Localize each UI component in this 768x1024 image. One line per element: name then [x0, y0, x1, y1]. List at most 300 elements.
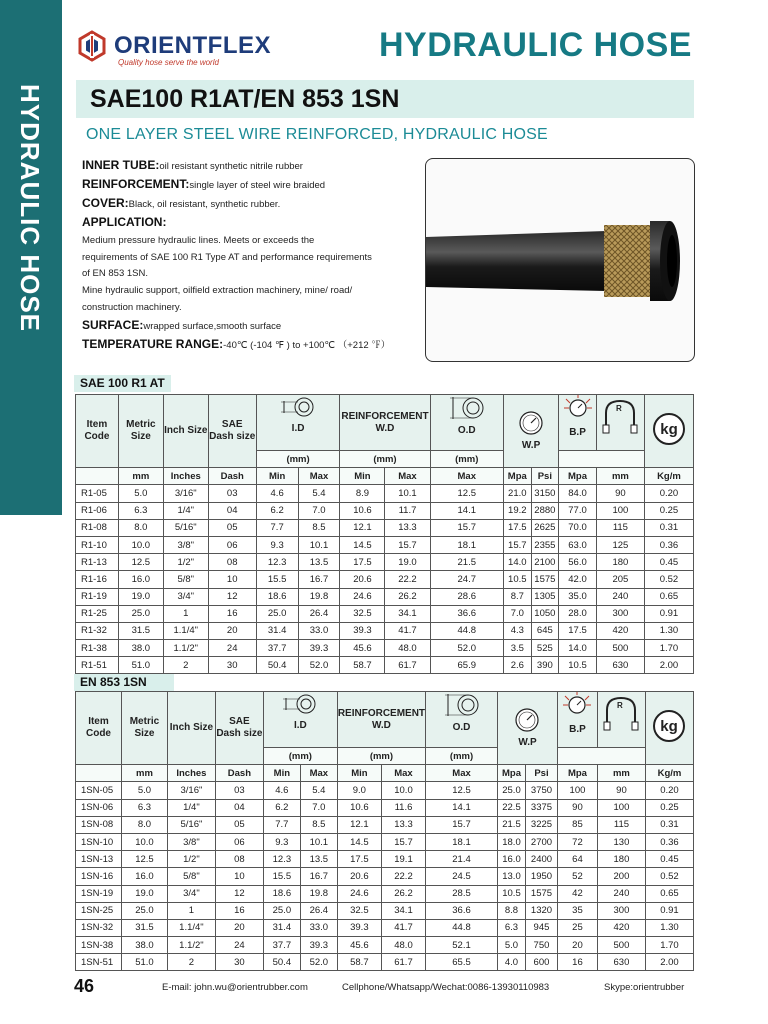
table-cell: 16.7: [298, 571, 340, 588]
inner-tube-value: oil resistant synthetic nitrile rubber: [159, 161, 303, 172]
table-cell: 0.45: [645, 851, 693, 868]
burst-gauge-icon: [562, 395, 594, 423]
table-cell: 15.7: [426, 816, 498, 833]
id-label: I.D: [293, 720, 307, 731]
bp-label: B.P: [569, 427, 586, 438]
table-cell: 10.5: [559, 657, 597, 674]
table-cell: 1575: [525, 885, 557, 902]
cover-value: Black, oil resistant, synthetic rubber.: [128, 198, 281, 210]
table-cell: 44.8: [430, 622, 504, 639]
table-cell: R1-16: [76, 571, 119, 588]
table-cell: 3/8": [163, 536, 208, 553]
table-cell: 15.7: [385, 536, 430, 553]
table-row: [76, 554, 694, 571]
table-cell: 39.3: [298, 640, 340, 657]
table-cell: 420: [596, 622, 644, 639]
unit-label: Kg/m: [644, 468, 693, 485]
table-cell: 1305: [531, 588, 559, 605]
surface-label: SURFACE:: [82, 318, 144, 333]
page-number: 46: [74, 976, 95, 996]
table-cell: 10.1: [298, 536, 340, 553]
table-cell: 630: [596, 657, 644, 674]
table-cell: 25: [557, 919, 597, 936]
blank-cell: [76, 468, 119, 485]
table-cell: 41.7: [385, 622, 430, 639]
table-cell: 9.3: [263, 833, 300, 850]
table-cell: 12: [215, 885, 263, 902]
table-cell: 64: [557, 851, 597, 868]
brand-name: ORIENTFLEX: [114, 32, 272, 59]
table-cell: 1.30: [645, 919, 693, 936]
table-cell: 115: [597, 816, 645, 833]
table-cell: R1-05: [76, 485, 119, 502]
table-cell: 4.6: [263, 782, 300, 799]
table-cell: 24.6: [340, 588, 385, 605]
header-weight: [645, 692, 693, 765]
temperature-label: TEMPERATURE RANGE:: [82, 337, 224, 352]
table-cell: 10.1: [300, 833, 337, 850]
table-row: [76, 937, 694, 954]
unit-label: Max: [426, 765, 498, 782]
table-cell: 35: [557, 902, 597, 919]
table-cell: 1050: [531, 605, 559, 622]
table-cell: 48.0: [381, 937, 425, 954]
inner-diameter-icon: [280, 692, 320, 716]
table-cell: 645: [531, 622, 559, 639]
table-cell: 2100: [531, 554, 559, 571]
product-description: [82, 157, 412, 355]
table-cell: 05: [208, 519, 256, 536]
table-cell: 24: [208, 640, 256, 657]
table-cell: 50.4: [263, 954, 300, 971]
table-cell: 05: [215, 816, 263, 833]
temperature-value: -40℃ (-104 ℉ ) to +100℃ （+212 ℉）: [223, 340, 391, 352]
table-cell: 22.5: [498, 799, 526, 816]
table-cell: 500: [597, 937, 645, 954]
unit-label: Max: [430, 468, 504, 485]
table-cell: 630: [597, 954, 645, 971]
table-cell: 1SN-19: [76, 885, 122, 902]
table-cell: 26.4: [298, 605, 340, 622]
table-cell: 2.6: [504, 657, 532, 674]
table-cell: 125: [596, 536, 644, 553]
table-cell: 0.20: [644, 485, 693, 502]
bend-radius-icon: [598, 395, 642, 435]
pressure-gauge-icon: [514, 707, 540, 733]
unit-mm: (mm): [340, 451, 430, 468]
weight-icon: [651, 708, 687, 744]
table-cell: 31.4: [263, 919, 300, 936]
table-cell: 33.0: [298, 622, 340, 639]
spec-table-sae: [75, 394, 694, 674]
table-cell: 65.9: [430, 657, 504, 674]
table-cell: 12.3: [256, 554, 298, 571]
table-row: [76, 605, 694, 622]
table-cell: 14.5: [337, 833, 381, 850]
table-cell: 14.0: [504, 554, 532, 571]
unit-label: Max: [300, 765, 337, 782]
unit-label: Max: [381, 765, 425, 782]
table-cell: 19.2: [504, 502, 532, 519]
table-cell: 115: [596, 519, 644, 536]
table-cell: 17.5: [559, 622, 597, 639]
table-cell: 38.0: [121, 937, 167, 954]
table-row: [76, 902, 694, 919]
unit-label: Mpa: [559, 468, 597, 485]
table-cell: 35.0: [559, 588, 597, 605]
table-cell: 0.31: [644, 519, 693, 536]
inner-diameter-icon: [278, 395, 318, 419]
table-cell: 1/4": [163, 502, 208, 519]
table-cell: 19.8: [298, 588, 340, 605]
table-cell: 90: [597, 782, 645, 799]
table-cell: 36.6: [430, 605, 504, 622]
unit-mm: (mm): [256, 451, 340, 468]
table-cell: 100: [597, 799, 645, 816]
weight-icon-label: kg: [660, 421, 678, 439]
table-cell: 25.0: [256, 605, 298, 622]
table-cell: 19.8: [300, 885, 337, 902]
table-cell: 51.0: [118, 657, 163, 674]
table-cell: 21.5: [498, 816, 526, 833]
table-cell: 20.6: [337, 868, 381, 885]
table-cell: 2.00: [644, 657, 693, 674]
table-cell: 0.91: [644, 605, 693, 622]
table-cell: 17.5: [504, 519, 532, 536]
table-cell: 3150: [531, 485, 559, 502]
table-cell: 7.7: [256, 519, 298, 536]
table-cell: 31.5: [121, 919, 167, 936]
product-title: SAE100 R1AT/EN 853 1SN: [90, 85, 400, 113]
table-cell: 8.7: [504, 588, 532, 605]
od-label: O.D: [452, 722, 471, 733]
table-cell: 1/2": [167, 851, 215, 868]
radius-label: R: [617, 701, 624, 710]
outer-diameter-icon: [442, 692, 482, 718]
table-cell: R1-51: [76, 657, 119, 674]
table-cell: 32.5: [337, 902, 381, 919]
table-cell: 20: [557, 937, 597, 954]
table-cell: 6.3: [118, 502, 163, 519]
section-label-sae: SAE 100 R1 AT: [74, 375, 171, 392]
header-reinforcement: REINFORCEMENT W.D: [337, 692, 425, 748]
wp-label: W.P: [521, 440, 541, 452]
table-cell: 12.5: [118, 554, 163, 571]
table-cell: R1-06: [76, 502, 119, 519]
header-item-code: Item Code: [76, 692, 122, 765]
header-item-code: Item Code: [76, 395, 119, 468]
table-cell: 1SN-25: [76, 902, 122, 919]
table-cell: 22.2: [385, 571, 430, 588]
table-cell: 3/16": [167, 782, 215, 799]
table-cell: 1950: [525, 868, 557, 885]
reinforcement-label: REINFORCEMENT:: [82, 176, 190, 191]
table-cell: 13.3: [385, 519, 430, 536]
table-cell: 10.6: [340, 502, 385, 519]
table-cell: 14.1: [426, 799, 498, 816]
unit-label: mm: [118, 468, 163, 485]
table-cell: 4.6: [256, 485, 298, 502]
table-cell: 50.4: [256, 657, 298, 674]
table-cell: 5.4: [298, 485, 340, 502]
table-cell: 240: [597, 885, 645, 902]
table-cell: 14.1: [430, 502, 504, 519]
surface-value: wrapped surface,smooth surface: [143, 321, 282, 333]
table-cell: 61.7: [381, 954, 425, 971]
table-row: [76, 851, 694, 868]
table-cell: 18.6: [256, 588, 298, 605]
burst-gauge-icon: [561, 692, 593, 720]
table-cell: 12.5: [430, 485, 504, 502]
table-cell: 420: [597, 919, 645, 936]
table-cell: 2625: [531, 519, 559, 536]
table-cell: 18.6: [263, 885, 300, 902]
table-cell: 1SN-32: [76, 919, 122, 936]
table-cell: 6.2: [256, 502, 298, 519]
application-line: Mine hydraulic support, oilfield extraction machinery, mine/ road/: [82, 285, 353, 297]
table-cell: 14.0: [559, 640, 597, 657]
footer-email: E-mail: john.wu@orientrubber.com: [162, 982, 308, 993]
table-cell: 25.0: [121, 902, 167, 919]
table-cell: 45.6: [337, 937, 381, 954]
sidebar-band: [0, 0, 62, 515]
table-cell: 90: [596, 485, 644, 502]
bend-radius-icon: [599, 692, 643, 732]
wp-label: W.P: [518, 737, 537, 749]
unit-label: Dash: [208, 468, 256, 485]
table-cell: 525: [531, 640, 559, 657]
table-cell: 20.6: [340, 571, 385, 588]
table-cell: 44.8: [426, 919, 498, 936]
table-cell: 300: [596, 605, 644, 622]
header-inch-size: Inch Size: [163, 395, 208, 468]
application-line: construction machinery.: [82, 302, 182, 314]
table-row: [76, 640, 694, 657]
table-cell: 13.5: [298, 554, 340, 571]
unit-mm: (mm): [337, 748, 425, 765]
table-cell: 37.7: [263, 937, 300, 954]
table-cell: 1.1/2": [163, 640, 208, 657]
table-cell: 1SN-13: [76, 851, 122, 868]
table-cell: 21.4: [426, 851, 498, 868]
table-cell: 6.3: [498, 919, 526, 936]
unit-label: Inches: [167, 765, 215, 782]
header-sae-dash: SAE Dash size: [208, 395, 256, 468]
table-row: [76, 868, 694, 885]
table-cell: 12.5: [426, 782, 498, 799]
header-bp: [559, 395, 597, 451]
table-cell: 06: [208, 536, 256, 553]
header-metric-size: Metric Size: [121, 692, 167, 765]
unit-label: Mpa: [557, 765, 597, 782]
table-cell: 34.1: [381, 902, 425, 919]
table-row: [76, 485, 694, 502]
table-cell: 03: [215, 782, 263, 799]
table-cell: 2.00: [645, 954, 693, 971]
table-cell: R1-08: [76, 519, 119, 536]
table-cell: 0.52: [644, 571, 693, 588]
table-cell: 0.25: [645, 799, 693, 816]
table-cell: 21.5: [430, 554, 504, 571]
table-cell: 16.0: [121, 868, 167, 885]
table-cell: 18.1: [430, 536, 504, 553]
orientflex-logo-icon: [76, 30, 108, 62]
table-cell: 2700: [525, 833, 557, 850]
table-cell: 08: [215, 851, 263, 868]
table-cell: 0.91: [645, 902, 693, 919]
table-cell: 1SN-38: [76, 937, 122, 954]
table-cell: 16.0: [498, 851, 526, 868]
table-cell: 12: [208, 588, 256, 605]
table-cell: 750: [525, 937, 557, 954]
table-cell: 0.65: [644, 588, 693, 605]
table-cell: 52.1: [426, 937, 498, 954]
table-cell: 13.3: [381, 816, 425, 833]
table-cell: 52.0: [430, 640, 504, 657]
table-cell: 2880: [531, 502, 559, 519]
header-bend-radius: [596, 395, 644, 451]
table-cell: 5.4: [300, 782, 337, 799]
table-row: [76, 885, 694, 902]
table-cell: 8.5: [300, 816, 337, 833]
table-cell: 9.0: [337, 782, 381, 799]
od-label: O.D: [457, 425, 476, 436]
pressure-gauge-icon: [518, 410, 544, 436]
table-cell: 180: [596, 554, 644, 571]
table-cell: 1SN-05: [76, 782, 122, 799]
table-cell: 10.1: [385, 485, 430, 502]
table-cell: 2400: [525, 851, 557, 868]
header-od: [430, 395, 504, 451]
table-cell: 0.45: [644, 554, 693, 571]
table-row: [76, 782, 694, 799]
unit-label: Mpa: [498, 765, 526, 782]
table-cell: 3/4": [163, 588, 208, 605]
table-cell: 31.5: [118, 622, 163, 639]
table-cell: 1SN-06: [76, 799, 122, 816]
table-cell: 5/8": [163, 571, 208, 588]
unit-mm: (mm): [263, 748, 337, 765]
table-row: [76, 622, 694, 639]
table-cell: 240: [596, 588, 644, 605]
table-cell: 18.1: [426, 833, 498, 850]
table-cell: 2: [163, 657, 208, 674]
table-cell: 10.0: [381, 782, 425, 799]
table-cell: 20: [215, 919, 263, 936]
table-cell: 3375: [525, 799, 557, 816]
table-cell: 19.0: [118, 588, 163, 605]
table-cell: 45.6: [340, 640, 385, 657]
application-label: APPLICATION:: [82, 214, 167, 229]
table-cell: 36.6: [426, 902, 498, 919]
table-cell: 90: [557, 799, 597, 816]
table-cell: 48.0: [385, 640, 430, 657]
table-cell: 0.36: [645, 833, 693, 850]
table-cell: 3/4": [167, 885, 215, 902]
table-row: [76, 816, 694, 833]
cover-label: COVER:: [82, 195, 129, 210]
table-cell: 600: [525, 954, 557, 971]
table-row: [76, 536, 694, 553]
table-cell: 33.0: [300, 919, 337, 936]
table-cell: 39.3: [300, 937, 337, 954]
brand-logo: [76, 28, 286, 72]
table-cell: 8.0: [121, 816, 167, 833]
blank-cell: [76, 765, 122, 782]
table-cell: 1/4": [167, 799, 215, 816]
header-metric-size: Metric Size: [118, 395, 163, 468]
table-cell: 16.7: [300, 868, 337, 885]
table-cell: 3225: [525, 816, 557, 833]
table-cell: 1SN-10: [76, 833, 122, 850]
table-cell: 17.5: [340, 554, 385, 571]
table-cell: R1-38: [76, 640, 119, 657]
table-cell: 8.9: [340, 485, 385, 502]
application-line: of EN 853 1SN.: [82, 268, 149, 280]
reinforcement-value: single layer of steel wire braided: [189, 179, 326, 191]
table-cell: 2355: [531, 536, 559, 553]
table-cell: 03: [208, 485, 256, 502]
table-cell: 85: [557, 816, 597, 833]
table-cell: 52.0: [298, 657, 340, 674]
unit-mm: (mm): [426, 748, 498, 765]
table-cell: 58.7: [340, 657, 385, 674]
table-cell: 3/16": [163, 485, 208, 502]
id-label: I.D: [291, 423, 305, 434]
table-cell: 21.0: [504, 485, 532, 502]
table-row: [76, 502, 694, 519]
table-cell: 26.2: [385, 588, 430, 605]
header-weight: [644, 395, 693, 468]
product-subtitle: ONE LAYER STEEL WIRE REINFORCED, HYDRAULIC HOSE: [86, 126, 548, 143]
bp-label: B.P: [569, 724, 586, 735]
table-cell: 19.0: [385, 554, 430, 571]
table-cell: 31.4: [256, 622, 298, 639]
table-cell: 10.6: [337, 799, 381, 816]
table-cell: 100: [596, 502, 644, 519]
outer-diameter-icon: [447, 395, 487, 421]
unit-label: Max: [385, 468, 430, 485]
table-cell: 5.0: [121, 782, 167, 799]
table-cell: 5.0: [498, 937, 526, 954]
header-bend-radius: [597, 692, 645, 748]
header-id: [256, 395, 340, 451]
table-cell: 10.5: [504, 571, 532, 588]
unit-label: Min: [263, 765, 300, 782]
table-cell: 10: [215, 868, 263, 885]
table-cell: 28.0: [559, 605, 597, 622]
sidebar-title: HYDRAULIC HOSE: [15, 84, 45, 333]
table-cell: 04: [208, 502, 256, 519]
table-cell: 24: [215, 937, 263, 954]
spec-table-en: [75, 691, 694, 971]
table-cell: 1.1/4": [167, 919, 215, 936]
unit-mm: (mm): [430, 451, 504, 468]
table-cell: 19.0: [121, 885, 167, 902]
header-reinforcement: REINFORCEMENT W.D: [340, 395, 430, 451]
table-cell: 24.5: [426, 868, 498, 885]
header-title: HYDRAULIC HOSE: [378, 26, 692, 64]
table-cell: 42.0: [559, 571, 597, 588]
header-inch-size: Inch Size: [167, 692, 215, 765]
table-cell: 0.31: [645, 816, 693, 833]
unit-label: mm: [597, 765, 645, 782]
table-cell: 65.5: [426, 954, 498, 971]
header-wp: [504, 395, 559, 468]
table-cell: 13.0: [498, 868, 526, 885]
table-cell: 3.5: [504, 640, 532, 657]
table-cell: 4.3: [504, 622, 532, 639]
